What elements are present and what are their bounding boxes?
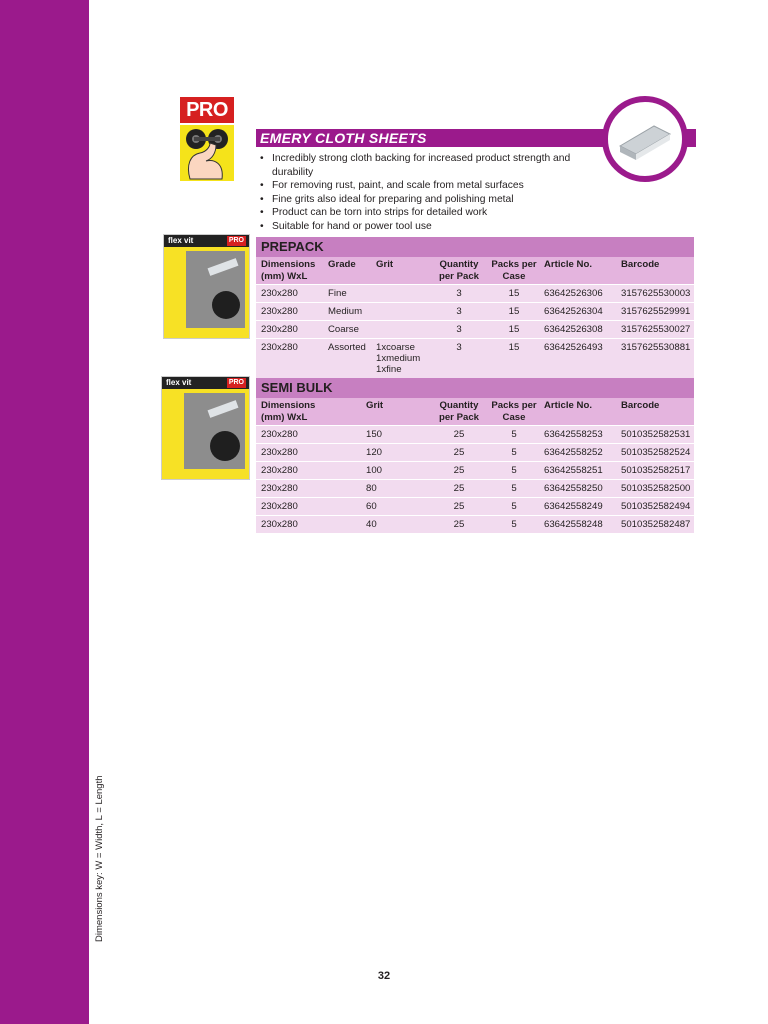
- page-number: 32: [377, 970, 391, 982]
- feature-item: • Fine grits also ideal for preparing and polishing metal: [260, 193, 514, 205]
- brand-band: flex vit PRO: [162, 377, 249, 389]
- purple-sidebar: [0, 0, 89, 1024]
- feature-list: [260, 152, 600, 233]
- col-barcode: Barcode: [616, 398, 694, 426]
- metal-bar-icon: [608, 102, 682, 176]
- col-quantity: Quantity per Pack: [429, 398, 484, 426]
- feature-item: • Incredibly strong cloth backing for increased product strength and durability: [260, 153, 571, 178]
- table-row: 230x280 100 25 5 63642558251 5010352582517: [256, 462, 694, 480]
- feature-item: • Suitable for hand or power tool use: [260, 220, 432, 232]
- table-row: 230x280 Medium 3 15 63642526304 3157625529991: [256, 303, 694, 321]
- col-article: Article No.: [539, 257, 616, 285]
- table-header-row: [256, 398, 694, 426]
- semibulk-heading: SEMI BULK: [256, 378, 694, 398]
- col-grade: Grade: [323, 257, 371, 285]
- table-header-row: [256, 257, 694, 285]
- col-packs: Packs per Case: [484, 257, 539, 285]
- prepack-heading: PREPACK: [256, 237, 694, 257]
- page-title: EMERY CLOTH SHEETS: [256, 129, 616, 147]
- table-row: 230x280 Coarse 3 15 63642526308 3157625530027: [256, 321, 694, 339]
- pro-logo: [180, 97, 234, 181]
- strong-arm-icon: [180, 125, 234, 181]
- pro-logo-text: PRO: [180, 97, 234, 123]
- table-row: 230x280 Fine 3 15 63642526306 3157625530003: [256, 285, 694, 303]
- table-row: 230x280 120 25 5 63642558252 5010352582524: [256, 444, 694, 462]
- dimensions-key: Dimensions key: W = Width, L = Length: [94, 775, 105, 942]
- col-dimensions: Dimensions (mm) WxL: [256, 398, 323, 426]
- col-empty: [323, 398, 361, 426]
- col-quantity: Quantity per Pack: [429, 257, 484, 285]
- col-grit: Grit: [361, 398, 429, 426]
- prepack-table: [256, 257, 694, 379]
- table-row: 230x280 Assorted 1xcoarse 1xmedium 1xfine 3 15 63642526493 3157625530881: [256, 339, 694, 379]
- table-row: 230x280 40 25 5 63642558248 5010352582487: [256, 516, 694, 534]
- table-row: 230x280 80 25 5 63642558250 5010352582500: [256, 480, 694, 498]
- table-row: 230x280 60 25 5 63642558249 5010352582494: [256, 498, 694, 516]
- semibulk-table: [256, 398, 694, 534]
- brand-band: flex vit PRO: [164, 235, 249, 247]
- col-article: Article No.: [539, 398, 616, 426]
- col-packs: Packs per Case: [484, 398, 539, 426]
- feature-item: • For removing rust, paint, and scale from metal surfaces: [260, 180, 524, 191]
- semibulk-product-image: [161, 376, 250, 480]
- col-dimensions: Dimensions (mm) WxL: [256, 257, 323, 285]
- feature-item: • Product can be torn into strips for detailed work: [260, 207, 488, 218]
- col-grit: Grit: [371, 257, 429, 285]
- metal-profile-badge: [602, 96, 688, 182]
- col-barcode: Barcode: [616, 257, 694, 285]
- table-row: 230x280 150 25 5 63642558253 5010352582531: [256, 426, 694, 444]
- prepack-product-image: [163, 234, 250, 339]
